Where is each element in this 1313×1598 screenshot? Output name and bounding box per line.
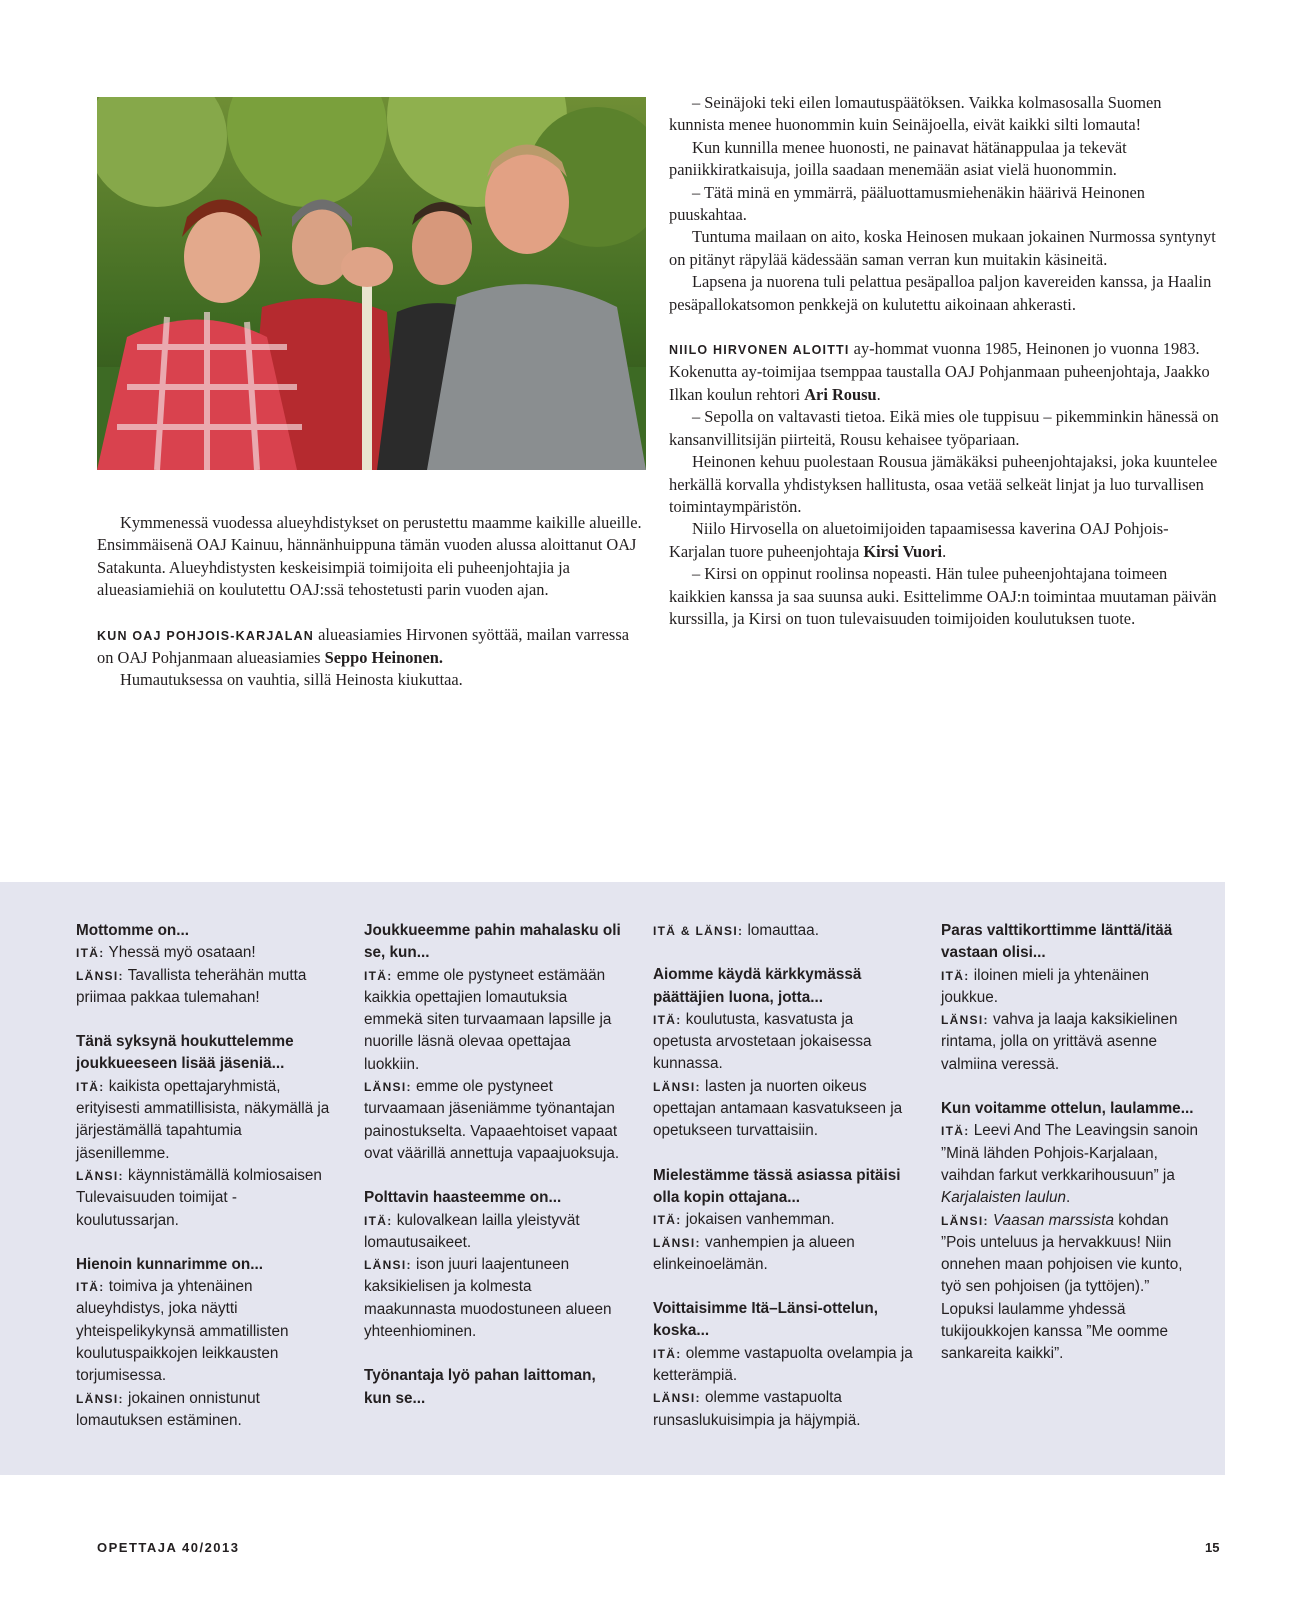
answer-text: vanhempien ja alueen elinkeinoelämän. [653, 1233, 855, 1273]
left-body-column [97, 512, 649, 692]
answer-text: kulovalkean lailla yleistyvät lomautusaikeet. [364, 1211, 580, 1251]
answer-text: iloinen mieli ja yhtenäinen joukkue. [941, 966, 1149, 1006]
qa-column-4 [941, 920, 1203, 1366]
label-ita: ITÄ: [364, 968, 393, 983]
answer-ita [76, 1076, 338, 1165]
question: Polttavin haasteemme on... [364, 1189, 562, 1207]
right-paragraph-6-text: ay-hommat vuonna 1985, Heinonen jo vuonna 1983. Kokenutta ay-toimijaa tsemppaa taustalla OAJ Pohjanmaan puheenjohtaja, Jaakko Ilkan koulun rehtori [669, 339, 1210, 404]
name-ari-rousu: Ari Rousu [804, 384, 877, 404]
answer-ita [76, 942, 338, 964]
left-paragraph-1: Kymmenessä vuodessa alueyhdistykset on perustettu maamme kaikille alueille. Ensimmäisenä OAJ Kainuu, hännänhuippuna tämän vuoden alussa aloittanut OAJ Satakunta. Alueyhdistysten keskeisimpiä toimijoita eli puheenjohtajia ja alueasiamiehiä on koulutettu OAJ:ssä tehostetusti parin vuoden ajan. [97, 513, 642, 600]
label-lansi: LÄNSI: [653, 1391, 701, 1406]
question: Hienoin kunnarimme on... [76, 1255, 263, 1273]
answer-text: kohdan ”Pois unteluus ja hervakkuus! Niin onnehen maan pohjoisen vie kunto, työ sen pohjoisen (ja tyttöjen).” Lopuksi laulamme yhdessä tukijoukkojen kanssa ”Me oomme sankareita kaikki”. [941, 1211, 1183, 1363]
answer-lansi [364, 1254, 626, 1343]
right-paragraph-9-text: Niilo Hirvosella on aluetoimijoiden tapaamisessa kaverina OAJ Pohjois-Karjalan tuore puheenjohtaja [669, 519, 1169, 561]
page-number: 15 [1205, 1540, 1220, 1555]
label-lansi: LÄNSI: [364, 1258, 412, 1273]
answer-lansi [653, 1232, 915, 1277]
answer-text: vahva ja laaja kaksikielinen rintama, jolla on yrittävä asenne valmiina veressä. [941, 1011, 1178, 1073]
right-paragraph-9 [669, 518, 1221, 563]
right-paragraph-7: – Sepolla on valtavasti tietoa. Eikä mies ole tuppisuu – pikemminkin hänessä on kansanvillitsijän piirteitä, Rousu kehaisee työpariaan. [669, 407, 1219, 449]
answer-ita [76, 1276, 338, 1387]
right-paragraph-9-end: . [942, 541, 947, 561]
name-seppo-heinonen: Seppo Heinonen. [324, 648, 444, 668]
answer-lansi [653, 1076, 915, 1143]
lead-in-kun-oaj: KUN OAJ POHJOIS-KARJALAN [97, 628, 315, 643]
answer-text: . [1066, 1189, 1071, 1207]
right-paragraph-1: – Seinäjoki teki eilen lomautuspäätöksen. Vaikka kolmasosalla Suomen kunnista menee huonommin kuin Seinäjoella, eivät kaikki silti lomauta! [669, 93, 1162, 135]
label-ita: ITÄ: [76, 1079, 105, 1094]
question: Kun voitamme ottelun, laulamme... [941, 1100, 1194, 1118]
answer-text: olemme vastapuolta ovelampia ja ketterämpiä. [653, 1344, 913, 1385]
answer-text: emme ole pystyneet turvaamaan jäseniämme työnantajan painostukselta. Vapaaehtoiset vapaat ovat väärillä annettuja vapaajuoksuja. [364, 1078, 620, 1162]
qa-column-2 [364, 920, 626, 1410]
answer-ita [653, 1343, 915, 1388]
answer-ita [364, 965, 626, 1076]
magazine-issue: OPETTAJA 40/2013 [97, 1540, 240, 1555]
lead-in-niilo-hirvonen: NIILO HIRVONEN ALOITTI [669, 343, 850, 358]
label-ita: ITÄ: [76, 1280, 105, 1295]
qa-column-3 [653, 920, 915, 1432]
answer-ita-lansi [653, 920, 915, 942]
label-ita: ITÄ: [653, 1346, 682, 1361]
left-paragraph-2-text: alueasiamies Hirvonen syöttää, mailan varressa on OAJ Pohjanmaan alueasiamies [97, 624, 629, 668]
question: Voittaisimme Itä–Länsi-ottelun, koska... [653, 1300, 878, 1340]
right-paragraph-3: – Tätä minä en ymmärrä, pääluottamusmiehenäkin häärivä Heinonen puuskahtaa. [669, 182, 1146, 225]
answer-ita [941, 1120, 1203, 1209]
label-ita: ITÄ: [653, 1213, 682, 1228]
right-paragraph-10: – Kirsi on oppinut roolinsa nopeasti. Hän tulee puheenjohtajana toimeen kaikkien kanssa ja saa suunsa auki. Esittelimme OAJ:n toimintaa muutaman päivän kurssilla, ja Kirsi on tuon tulevaisuuden toimijoiden koulutuksen tuote. [669, 564, 1217, 628]
left-paragraph-2 [97, 624, 649, 670]
question: Paras valttikorttimme länttä/itää vastaan olisi... [941, 922, 1173, 962]
label-ita: ITÄ: [76, 946, 105, 961]
answer-ita [364, 1210, 626, 1255]
answer-text: käynnistämällä kolmiosaisen Tulevaisuuden toimijat -koulutussarjan. [76, 1166, 322, 1229]
answer-text: Yhessä myö osataan! [104, 944, 256, 962]
song-title: Vaasan marssista [993, 1211, 1115, 1229]
group-photo [97, 97, 646, 470]
answer-lansi [76, 1165, 338, 1232]
question: Aiomme käydä kärkkymässä päättäjien luona, jotta... [653, 966, 862, 1006]
question: Työnantaja lyö pahan laittoman, kun se... [364, 1367, 596, 1407]
answer-text: lasten ja nuorten oikeus opettajan antamaan kasvatukseen ja opetukseen turvattaisiin. [653, 1077, 903, 1140]
right-body-column [669, 92, 1221, 630]
question: Tänä syksynä houkuttelemme joukkueeseen lisää jäseniä... [76, 1033, 294, 1073]
label-lansi: LÄNSI: [76, 968, 124, 983]
label-ita: ITÄ: [653, 1012, 682, 1027]
answer-text: jokainen onnistunut lomautuksen estäminen. [76, 1389, 260, 1429]
label-ita: ITÄ: [364, 1213, 393, 1228]
right-paragraph-8: Heinonen kehuu puolestaan Rousua jämäkäksi puheenjohtajaksi, joka kuuntelee herkällä korvalla yhdistyksen hallitusta, osaa vetää selkeät linjat ja luo turvallisen toimintaympäristön. [669, 452, 1218, 516]
question: Mottomme on... [76, 922, 190, 939]
answer-lansi [941, 1009, 1203, 1076]
answer-text: jokaisen vanhemman. [681, 1211, 835, 1229]
answer-text: koulutusta, kasvatusta ja opetusta arvostetaan jokaisessa kunnassa. [653, 1010, 872, 1073]
right-paragraph-4: Tuntuma mailaan on aito, koska Heinosen mukaan jokainen Nurmossa syntynyt on pitänyt räpylää kädessään saman verran kun muitakin käsineitä. [669, 227, 1216, 269]
right-paragraph-5: Lapsena ja nuorena tuli pelattua pesäpalloa paljon kavereiden kanssa, ja Haalin pesäpallokatsomon penkkejä on kulutettu aikoinaan ahkerasti. [669, 272, 1212, 314]
left-paragraph-3: Humautuksessa on vauhtia, sillä Heinosta kiukuttaa. [120, 670, 463, 690]
answer-lansi [76, 965, 338, 1010]
label-lansi: LÄNSI: [653, 1079, 701, 1094]
answer-ita [941, 965, 1203, 1010]
answer-lansi [941, 1210, 1203, 1366]
answer-ita [653, 1209, 915, 1231]
right-paragraph-6 [669, 338, 1221, 406]
label-lansi: LÄNSI: [941, 1013, 989, 1028]
label-lansi: LÄNSI: [76, 1168, 124, 1183]
song-title: Karjalaisten laulun [941, 1189, 1067, 1207]
answer-text: olemme vastapuolta runsaslukuisimpia ja häjympiä. [653, 1389, 861, 1429]
label-ita-lansi: ITÄ & LÄNSI: [653, 924, 744, 938]
right-paragraph-2: Kun kunnilla menee huonosti, ne painavat hätänappulaa ja tekevät paniikkiratkaisuja, joilla saadaan menemään asiat vielä huonommin. [669, 137, 1127, 180]
answer-lansi [364, 1076, 626, 1165]
qa-column-1 [76, 920, 338, 1432]
answer-text: Leevi And The Leavingsin sanoin ”Minä lähden Pohjois-Karjalaan, vaihdan farkut verkkarihousuun” ja [941, 1122, 1199, 1184]
answer-text: kaikista opettajaryhmistä, erityisesti ammatillisista, näkymällä ja järjestämällä tapahtumia jäsenillemme. [76, 1077, 330, 1162]
answer-lansi [76, 1388, 338, 1433]
answer-text: Tavallista teherähän mutta priimaa pakkaa tulemahan! [76, 966, 307, 1006]
answer-text: ison juuri laajentuneen kaksikielisen ja kolmesta maakunnasta muodostuneen alueen yhteenhiominen. [364, 1256, 612, 1341]
answer-lansi [653, 1387, 915, 1432]
label-lansi: LÄNSI: [76, 1391, 124, 1406]
answer-ita [653, 1009, 915, 1076]
label-ita: ITÄ: [941, 968, 970, 983]
label-lansi: LÄNSI: [653, 1235, 701, 1250]
name-kirsi-vuori: Kirsi Vuori [863, 541, 943, 561]
question: Joukkueemme pahin mahalasku oli se, kun... [364, 922, 621, 962]
answer-text: emme ole pystyneet estämään kaikkia opettajien lomautuksia emmekä siten turvaamaan lapsille ja nuorille läsnä olevaa opettajaa luokkiin. [364, 966, 612, 1073]
group-photo-image [97, 97, 646, 470]
label-ita: ITÄ: [941, 1124, 970, 1139]
question: Mielestämme tässä asiassa pitäisi olla kopin ottajana... [653, 1166, 901, 1206]
answer-text: toimiva ja yhtenäinen alueyhdistys, joka näytti yhteispelikykynsä ammatillisten koulutuspaikkojen leikkausten torjumisessa. [76, 1278, 289, 1385]
right-paragraph-6-end: . [876, 384, 881, 404]
label-lansi: LÄNSI: [364, 1080, 412, 1095]
answer-text: lomauttaa. [743, 922, 819, 939]
label-lansi: LÄNSI: [941, 1213, 989, 1228]
